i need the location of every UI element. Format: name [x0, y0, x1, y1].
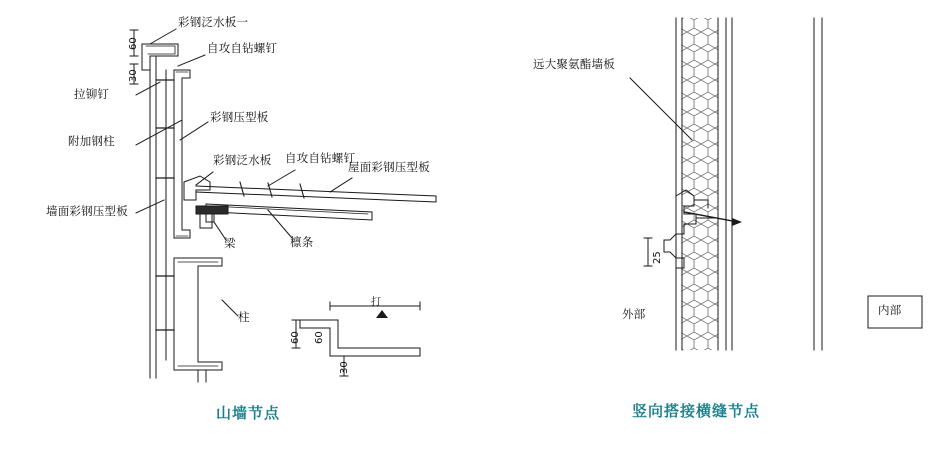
- label-exterior: 外部: [622, 307, 646, 321]
- leader-column: [222, 300, 238, 316]
- dim-30-top: 30: [128, 69, 139, 82]
- dim-width-detail: 打: [371, 297, 381, 308]
- label-interior: 内部: [878, 303, 902, 317]
- dim-25: 25: [652, 251, 663, 264]
- label-self-drilling-screw-mid: 自攻自钻螺钉: [285, 151, 356, 165]
- label-blind-rivet: 拉铆钉: [74, 87, 110, 101]
- leader-additional-column: [136, 120, 182, 145]
- label-column: 柱: [238, 310, 250, 324]
- leader-roof-sheet: [330, 178, 352, 192]
- right-detail-caption: 竖向搭接横缝节点: [632, 402, 761, 420]
- leader-profiled-sheet: [180, 122, 208, 140]
- gable-wall-detail-drawing: [0, 0, 470, 450]
- label-flashing-mid: 彩钢泛水板: [213, 153, 272, 167]
- joint-screw-head: [732, 218, 742, 226]
- label-additional-steel-column: 附加钢柱: [68, 134, 115, 148]
- flashing-cap-inner: [146, 46, 175, 54]
- label-wall-profiled-sheet: 墙面彩钢压型板: [46, 204, 128, 218]
- column-profile: [174, 258, 222, 370]
- leader-screw-top: [178, 55, 205, 66]
- label-beam: 梁: [224, 236, 236, 250]
- leader-flashing-top: [150, 29, 176, 44]
- label-self-drilling-screw-top: 自攻自钻螺钉: [207, 41, 278, 55]
- dim-60-top: 60: [128, 37, 139, 50]
- dim-60-detail-inner: 60: [314, 331, 325, 344]
- label-purlin: 檩条: [290, 235, 314, 249]
- dim-60-detail: 60: [290, 331, 301, 344]
- leader-purlin: [268, 210, 292, 238]
- dim-30-detail: 30: [339, 361, 350, 374]
- flashing-cap: [142, 44, 178, 70]
- label-flashing-top: 彩钢泛水板一: [178, 15, 249, 29]
- fs-dim-arrow: [376, 310, 388, 318]
- leader-screw-mid: [268, 170, 295, 186]
- additional-steel-column-profile: [174, 70, 190, 238]
- left-detail-caption: 山墙节点: [216, 404, 281, 422]
- roof-sheet-bottom: [196, 192, 436, 202]
- left-detail-panel: [0, 0, 470, 450]
- roof-sheet-top: [196, 186, 436, 196]
- beam-flange: [196, 206, 228, 214]
- right-detail-panel: [470, 0, 950, 450]
- label-profiled-steel-sheet: 彩钢压型板: [210, 110, 269, 124]
- label-pu-wall-panel: 远大聚氨酯墙板: [533, 57, 615, 71]
- mid-flashing-profile: [184, 176, 210, 200]
- panel-core-hatch: [682, 18, 718, 350]
- label-roof-profiled-sheet: 屋面彩钢压型板: [348, 160, 430, 174]
